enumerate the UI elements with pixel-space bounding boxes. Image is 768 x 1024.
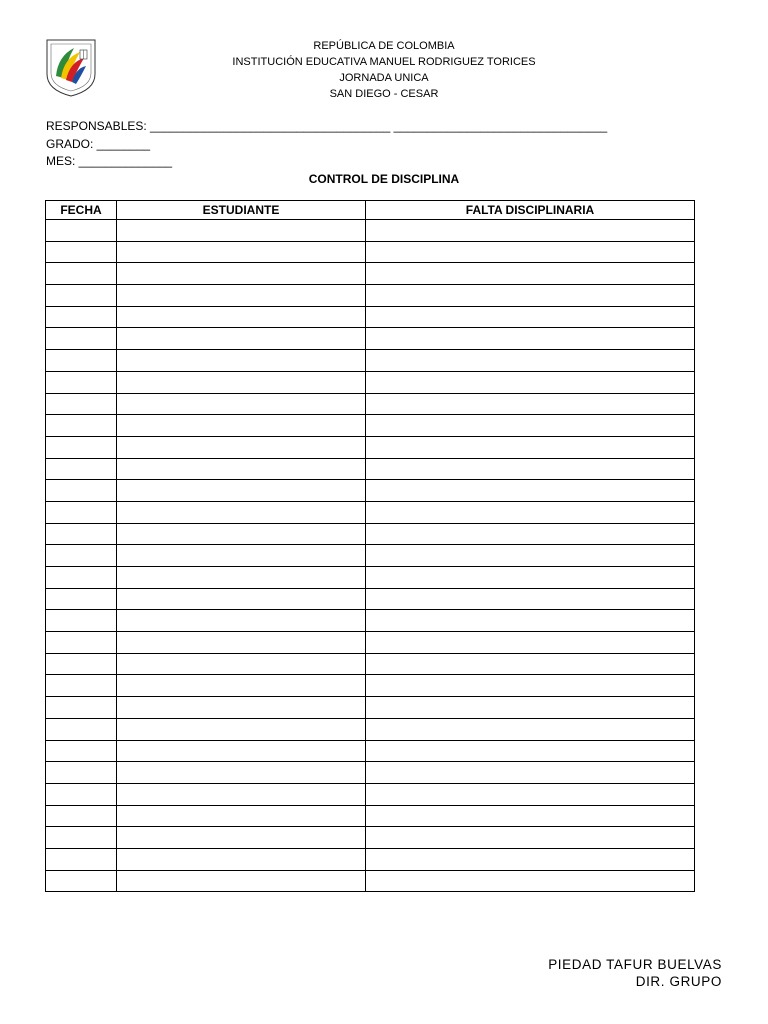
cell-falta[interactable] (366, 783, 695, 805)
table-row (46, 458, 695, 480)
cell-fecha[interactable] (46, 523, 117, 545)
table-row (46, 675, 695, 697)
cell-estudiante[interactable] (117, 415, 366, 437)
cell-falta[interactable] (366, 306, 695, 328)
cell-falta[interactable] (366, 675, 695, 697)
cell-fecha[interactable] (46, 870, 117, 892)
cell-estudiante[interactable] (117, 805, 366, 827)
form-fields (46, 118, 607, 171)
table-row (46, 501, 695, 523)
cell-fecha[interactable] (46, 328, 117, 350)
cell-falta[interactable] (366, 610, 695, 632)
table-row (46, 805, 695, 827)
table-row (46, 415, 695, 437)
cell-estudiante[interactable] (117, 436, 366, 458)
cell-fecha[interactable] (46, 415, 117, 437)
cell-fecha[interactable] (46, 783, 117, 805)
location-line: SAN DIEGO - CESAR (329, 88, 439, 100)
cell-estudiante[interactable] (117, 588, 366, 610)
table-row (46, 263, 695, 285)
grado-field[interactable]: GRADO: ________ (46, 136, 151, 151)
table-row (46, 545, 695, 567)
table-row (46, 328, 695, 350)
cell-estudiante[interactable] (117, 632, 366, 654)
cell-falta[interactable] (366, 740, 695, 762)
cell-falta[interactable] (366, 501, 695, 523)
cell-falta[interactable] (366, 653, 695, 675)
cell-falta[interactable] (366, 567, 695, 589)
table-header-row (46, 201, 695, 220)
table-row (46, 220, 695, 242)
cell-estudiante[interactable] (117, 783, 366, 805)
column-header-estudiante: ESTUDIANTE (117, 201, 366, 220)
page-title: CONTROL DE DISCIPLINA (308, 172, 460, 186)
table-row (46, 480, 695, 502)
signature-block (548, 956, 722, 990)
cell-estudiante[interactable] (117, 220, 366, 242)
cell-estudiante[interactable] (117, 545, 366, 567)
cell-falta[interactable] (366, 805, 695, 827)
cell-estudiante[interactable] (117, 458, 366, 480)
table-row (46, 371, 695, 393)
discipline-table (45, 200, 695, 892)
cell-estudiante[interactable] (117, 827, 366, 849)
cell-falta[interactable] (366, 285, 695, 307)
column-header-fecha: FECHA (46, 201, 117, 220)
cell-fecha[interactable] (46, 285, 117, 307)
cell-fecha[interactable] (46, 805, 117, 827)
cell-estudiante[interactable] (117, 762, 366, 784)
table-row (46, 697, 695, 719)
column-header-falta: FALTA DISCIPLINARIA (366, 201, 695, 220)
cell-falta[interactable] (366, 762, 695, 784)
cell-estudiante[interactable] (117, 241, 366, 263)
cell-estudiante[interactable] (117, 285, 366, 307)
table-row (46, 632, 695, 654)
table-row (46, 393, 695, 415)
cell-fecha[interactable] (46, 306, 117, 328)
institution-line: INSTITUCIÓN EDUCATIVA MANUEL RODRIGUEZ TORICES (232, 56, 536, 68)
cell-falta[interactable] (366, 220, 695, 242)
cell-fecha[interactable] (46, 632, 117, 654)
cell-falta[interactable] (366, 241, 695, 263)
cell-fecha[interactable] (46, 697, 117, 719)
cell-estudiante[interactable] (117, 653, 366, 675)
cell-falta[interactable] (366, 588, 695, 610)
cell-fecha[interactable] (46, 545, 117, 567)
cell-falta[interactable] (366, 697, 695, 719)
cell-falta[interactable] (366, 371, 695, 393)
cell-fecha[interactable] (46, 588, 117, 610)
table-row (46, 567, 695, 589)
cell-fecha[interactable] (46, 762, 117, 784)
shift-line: JORNADA UNICA (339, 72, 429, 84)
table-row (46, 241, 695, 263)
cell-fecha[interactable] (46, 718, 117, 740)
cell-fecha[interactable] (46, 263, 117, 285)
cell-falta[interactable] (366, 632, 695, 654)
cell-fecha[interactable] (46, 675, 117, 697)
cell-falta[interactable] (366, 350, 695, 372)
cell-falta[interactable] (366, 523, 695, 545)
cell-falta[interactable] (366, 848, 695, 870)
cell-fecha[interactable] (46, 436, 117, 458)
cell-fecha[interactable] (46, 827, 117, 849)
table-row (46, 523, 695, 545)
cell-estudiante[interactable] (117, 848, 366, 870)
cell-estudiante[interactable] (117, 306, 366, 328)
cell-fecha[interactable] (46, 458, 117, 480)
cell-falta[interactable] (366, 718, 695, 740)
table-row (46, 762, 695, 784)
cell-estudiante[interactable] (117, 350, 366, 372)
signature-name: PIEDAD TAFUR BUELVAS (548, 957, 722, 972)
cell-estudiante[interactable] (117, 501, 366, 523)
cell-estudiante[interactable] (117, 567, 366, 589)
cell-estudiante[interactable] (117, 870, 366, 892)
cell-fecha[interactable] (46, 371, 117, 393)
signature-role: DIR. GRUPO (635, 974, 722, 989)
table-row (46, 285, 695, 307)
table-body (46, 220, 695, 892)
cell-falta[interactable] (366, 545, 695, 567)
cell-fecha[interactable] (46, 501, 117, 523)
table-row (46, 610, 695, 632)
table-row (46, 827, 695, 849)
mes-field[interactable]: MES: ______________ (46, 154, 173, 168)
table-row (46, 848, 695, 870)
cell-falta[interactable] (366, 480, 695, 502)
cell-estudiante[interactable] (117, 263, 366, 285)
document-heading (0, 38, 768, 102)
cell-falta[interactable] (366, 458, 695, 480)
cell-fecha[interactable] (46, 393, 117, 415)
cell-fecha[interactable] (46, 567, 117, 589)
cell-falta[interactable] (366, 263, 695, 285)
cell-estudiante[interactable] (117, 523, 366, 545)
cell-falta[interactable] (366, 870, 695, 892)
table-row (46, 740, 695, 762)
cell-falta[interactable] (366, 827, 695, 849)
cell-falta[interactable] (366, 393, 695, 415)
cell-fecha[interactable] (46, 740, 117, 762)
table-row (46, 350, 695, 372)
cell-estudiante[interactable] (117, 610, 366, 632)
cell-fecha[interactable] (46, 610, 117, 632)
cell-estudiante[interactable] (117, 393, 366, 415)
cell-estudiante[interactable] (117, 675, 366, 697)
table-row (46, 783, 695, 805)
cell-fecha[interactable] (46, 220, 117, 242)
cell-fecha[interactable] (46, 848, 117, 870)
cell-fecha[interactable] (46, 241, 117, 263)
cell-estudiante[interactable] (117, 328, 366, 350)
cell-fecha[interactable] (46, 480, 117, 502)
table-row (46, 306, 695, 328)
table-row (46, 436, 695, 458)
cell-falta[interactable] (366, 328, 695, 350)
cell-estudiante[interactable] (117, 697, 366, 719)
cell-falta[interactable] (366, 415, 695, 437)
cell-estudiante[interactable] (117, 740, 366, 762)
country-line: REPÚBLICA DE COLOMBIA (313, 40, 455, 52)
cell-falta[interactable] (366, 436, 695, 458)
table-row (46, 653, 695, 675)
table-row (46, 870, 695, 892)
cell-estudiante[interactable] (117, 718, 366, 740)
cell-fecha[interactable] (46, 350, 117, 372)
cell-estudiante[interactable] (117, 480, 366, 502)
cell-estudiante[interactable] (117, 371, 366, 393)
table-row (46, 588, 695, 610)
cell-fecha[interactable] (46, 653, 117, 675)
table-row (46, 718, 695, 740)
responsables-field[interactable]: RESPONSABLES: ____________________________________ ________________________________ (46, 119, 608, 133)
